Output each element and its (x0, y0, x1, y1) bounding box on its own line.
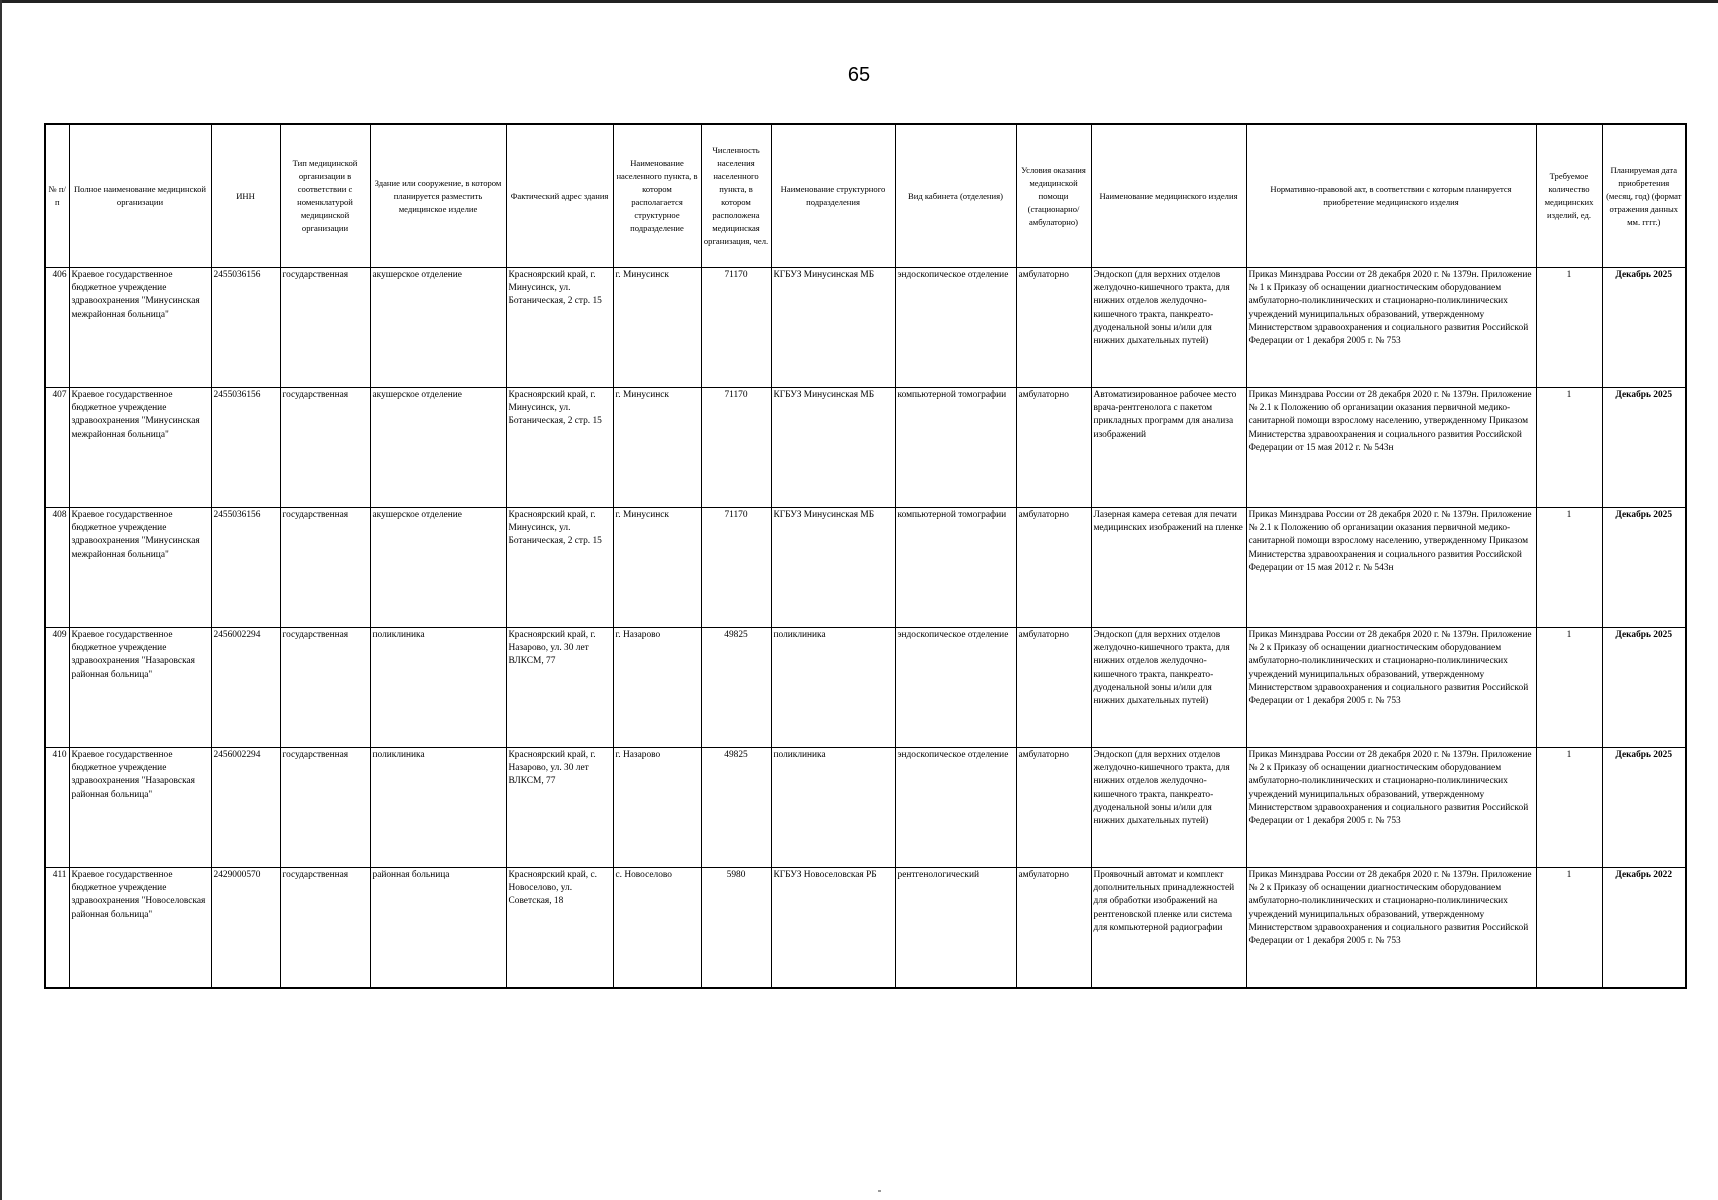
scan-speck (878, 1190, 881, 1192)
header-cell: Требуемое количество медицинских изделий, ед. (1536, 124, 1602, 268)
header-cell: Наименование медицинского изделия (1091, 124, 1246, 268)
org-type: государственная (280, 388, 370, 508)
inn: 2455036156 (211, 268, 280, 388)
org-name: Краевое государственное бюджетное учреждение здравоохранения "Минусинская межрайонная больница" (69, 508, 211, 628)
org-type: государственная (280, 268, 370, 388)
page-number: 65 (847, 64, 871, 86)
care-conditions: амбулаторно (1016, 268, 1091, 388)
org-type: государственная (280, 868, 370, 988)
locality: г. Минусинск (613, 388, 701, 508)
quantity: 1 (1536, 268, 1602, 388)
device-name: Проявочный автомат и комплект дополнительных принадлежностей для обработки изображений на рентгеновской пленке или система для компьютерной радиографии (1091, 868, 1246, 988)
device-name: Эндоскоп (для верхних отделов желудочно-кишечного тракта, для нижних отделов желудочно-кишечного тракта, панкреато-дуоденальной зоны и/или для нижних дыхательных путей) (1091, 628, 1246, 748)
header-cell: Наименование структурного подразделения (771, 124, 895, 268)
header-cell: Фактический адрес здания (506, 124, 613, 268)
locality: г. Минусинск (613, 268, 701, 388)
legal-act: Приказ Минздрава России от 28 декабря 2020 г. № 1379н. Приложение № 2 к Приказу об оснащении диагностическим оборудованием амбулаторно-поликлинических и стационарно-поликлинических учреждений муниципальных образований, утвержденному Министерством здравоохранения и социального развития Российской Федерации от 1 декабря 2005 г. № 753 (1246, 748, 1536, 868)
locality: с. Новоселово (613, 868, 701, 988)
care-conditions: амбулаторно (1016, 508, 1091, 628)
device-name: Лазерная камера сетевая для печати медицинских изображений на пленке (1091, 508, 1246, 628)
structural-unit: поликлиника (771, 628, 895, 748)
cabinet-type: рентгенологический (895, 868, 1016, 988)
population: 5980 (701, 868, 771, 988)
planned-date: Декабрь 2025 (1602, 508, 1686, 628)
population: 49825 (701, 628, 771, 748)
structural-unit: КГБУЗ Минусинская МБ (771, 388, 895, 508)
quantity: 1 (1536, 508, 1602, 628)
planned-date: Декабрь 2025 (1602, 388, 1686, 508)
device-name: Эндоскоп (для верхних отделов желудочно-кишечного тракта, для нижних отделов желудочно-кишечного тракта, панкреато-дуоденальной зоны и/или для нижних дыхательных путей) (1091, 268, 1246, 388)
address: Красноярский край, г. Минусинск, ул. Ботаническая, 2 стр. 15 (506, 268, 613, 388)
inn: 2456002294 (211, 748, 280, 868)
planned-date: Декабрь 2025 (1602, 748, 1686, 868)
scan-edge-top (0, 0, 1718, 3)
building: районная больница (370, 868, 506, 988)
quantity: 1 (1536, 868, 1602, 988)
header-cell: Условия оказания медицинской помощи (стационарно/ амбулаторно) (1016, 124, 1091, 268)
header-cell: Нормативно-правовой акт, в соответствии с которым планируется приобретение медицинского изделия (1246, 124, 1536, 268)
org-type: государственная (280, 508, 370, 628)
org-name: Краевое государственное бюджетное учреждение здравоохранения "Назаровская районная больница" (69, 748, 211, 868)
row-number: 410 (45, 748, 69, 868)
structural-unit: КГБУЗ Новоселовская РБ (771, 868, 895, 988)
inn: 2455036156 (211, 508, 280, 628)
inn: 2456002294 (211, 628, 280, 748)
header-cell: Вид кабинета (отделения) (895, 124, 1016, 268)
locality: г. Назарово (613, 748, 701, 868)
care-conditions: амбулаторно (1016, 628, 1091, 748)
row-number: 408 (45, 508, 69, 628)
population: 71170 (701, 388, 771, 508)
header-cell: Здание или сооружение, в котором планируется разместить медицинское изделие (370, 124, 506, 268)
row-number: 406 (45, 268, 69, 388)
table-header-row (45, 124, 1686, 268)
legal-act: Приказ Минздрава России от 28 декабря 2020 г. № 1379н. Приложение № 2.1 к Положению об организации оказания первичной медико-санитарной помощи взрослому населению, утвержденному Приказом Министерства здравоохранения и социального развития Российской Федерации от 15 мая 2012 г. № 543н (1246, 388, 1536, 508)
legal-act: Приказ Минздрава России от 28 декабря 2020 г. № 1379н. Приложение № 2 к Приказу об оснащении диагностическим оборудованием амбулаторно-поликлинических и стационарно-поликлинических учреждений муниципальных образований, утвержденному Министерством здравоохранения и социального развития Российской Федерации от 1 декабря 2005 г. № 753 (1246, 868, 1536, 988)
planned-date: Декабрь 2022 (1602, 868, 1686, 988)
address: Красноярский край, г. Минусинск, ул. Ботаническая, 2 стр. 15 (506, 388, 613, 508)
cabinet-type: эндоскопическое отделение (895, 268, 1016, 388)
address: Красноярский край, г. Назарово, ул. 30 лет ВЛКСМ, 77 (506, 628, 613, 748)
org-type: государственная (280, 748, 370, 868)
org-name: Краевое государственное бюджетное учреждение здравоохранения "Новоселовская районная больница" (69, 868, 211, 988)
device-name: Эндоскоп (для верхних отделов желудочно-кишечного тракта, для нижних отделов желудочно-кишечного тракта, панкреато-дуоденальной зоны и/или для нижних дыхательных путей) (1091, 748, 1246, 868)
header-cell: Полное наименование медицинской организации (69, 124, 211, 268)
table-row (45, 628, 1686, 748)
care-conditions: амбулаторно (1016, 868, 1091, 988)
legal-act: Приказ Минздрава России от 28 декабря 2020 г. № 1379н. Приложение № 1 к Приказу об оснащении диагностическим оборудованием амбулаторно-поликлинических и стационарно-поликлинических учреждений муниципальных образований, утвержденному Министерством здравоохранения и социального развития Российской Федерации от 1 декабря 2005 г. № 753 (1246, 268, 1536, 388)
building: акушерское отделение (370, 388, 506, 508)
locality: г. Назарово (613, 628, 701, 748)
cabinet-type: эндоскопическое отделение (895, 748, 1016, 868)
row-number: 411 (45, 868, 69, 988)
org-name: Краевое государственное бюджетное учреждение здравоохранения "Назаровская районная больница" (69, 628, 211, 748)
cabinet-type: эндоскопическое отделение (895, 628, 1016, 748)
org-name: Краевое государственное бюджетное учреждение здравоохранения "Минусинская межрайонная больница" (69, 268, 211, 388)
structural-unit: КГБУЗ Минусинская МБ (771, 268, 895, 388)
population: 71170 (701, 268, 771, 388)
planned-date: Декабрь 2025 (1602, 628, 1686, 748)
building: акушерское отделение (370, 268, 506, 388)
table-row (45, 268, 1686, 388)
cabinet-type: компьютерной томографии (895, 508, 1016, 628)
header-cell: Наименование населенного пункта, в котором располагается структурное подразделение (613, 124, 701, 268)
header-cell: Тип медицинской организации в соответствии с номенклатурой медицинской организации (280, 124, 370, 268)
cabinet-type: компьютерной томографии (895, 388, 1016, 508)
table-row (45, 868, 1686, 988)
locality: г. Минусинск (613, 508, 701, 628)
row-number: 407 (45, 388, 69, 508)
structural-unit: КГБУЗ Минусинская МБ (771, 508, 895, 628)
inn: 2455036156 (211, 388, 280, 508)
header-cell: № п/п (45, 124, 69, 268)
quantity: 1 (1536, 628, 1602, 748)
population: 71170 (701, 508, 771, 628)
org-type: государственная (280, 628, 370, 748)
legal-act: Приказ Минздрава России от 28 декабря 2020 г. № 1379н. Приложение № 2.1 к Положению об организации оказания первичной медико-санитарной помощи взрослому населению, утвержденному Приказом Министерства здравоохранения и социального развития Российской Федерации от 15 мая 2012 г. № 543н (1246, 508, 1536, 628)
address: Красноярский край, г. Назарово, ул. 30 лет ВЛКСМ, 77 (506, 748, 613, 868)
building: акушерское отделение (370, 508, 506, 628)
quantity: 1 (1536, 388, 1602, 508)
care-conditions: амбулаторно (1016, 748, 1091, 868)
equipment-table (44, 123, 1687, 989)
planned-date: Декабрь 2025 (1602, 268, 1686, 388)
table-row (45, 508, 1686, 628)
header-cell: ИНН (211, 124, 280, 268)
address: Красноярский край, г. Минусинск, ул. Ботаническая, 2 стр. 15 (506, 508, 613, 628)
care-conditions: амбулаторно (1016, 388, 1091, 508)
building: поликлиника (370, 628, 506, 748)
inn: 2429000570 (211, 868, 280, 988)
legal-act: Приказ Минздрава России от 28 декабря 2020 г. № 1379н. Приложение № 2 к Приказу об оснащении диагностическим оборудованием амбулаторно-поликлинических и стационарно-поликлинических учреждений муниципальных образований, утвержденному Министерством здравоохранения и социального развития Российской Федерации от 1 декабря 2005 г. № 753 (1246, 628, 1536, 748)
quantity: 1 (1536, 748, 1602, 868)
address: Красноярский край, с. Новоселово, ул. Советская, 18 (506, 868, 613, 988)
building: поликлиника (370, 748, 506, 868)
row-number: 409 (45, 628, 69, 748)
table-row (45, 388, 1686, 508)
structural-unit: поликлиника (771, 748, 895, 868)
header-cell: Численность населения населенного пункта, в котором расположена медицинская организация, чел. (701, 124, 771, 268)
org-name: Краевое государственное бюджетное учреждение здравоохранения "Минусинская межрайонная больница" (69, 388, 211, 508)
population: 49825 (701, 748, 771, 868)
scan-edge-left (0, 0, 2, 1200)
header-cell: Планируемая дата приобретения (месяц, год) (формат отражения данных мм. гггг.) (1602, 124, 1686, 268)
table-row (45, 748, 1686, 868)
device-name: Автоматизированное рабочее место врача-рентгенолога с пакетом прикладных программ для анализа изображений (1091, 388, 1246, 508)
